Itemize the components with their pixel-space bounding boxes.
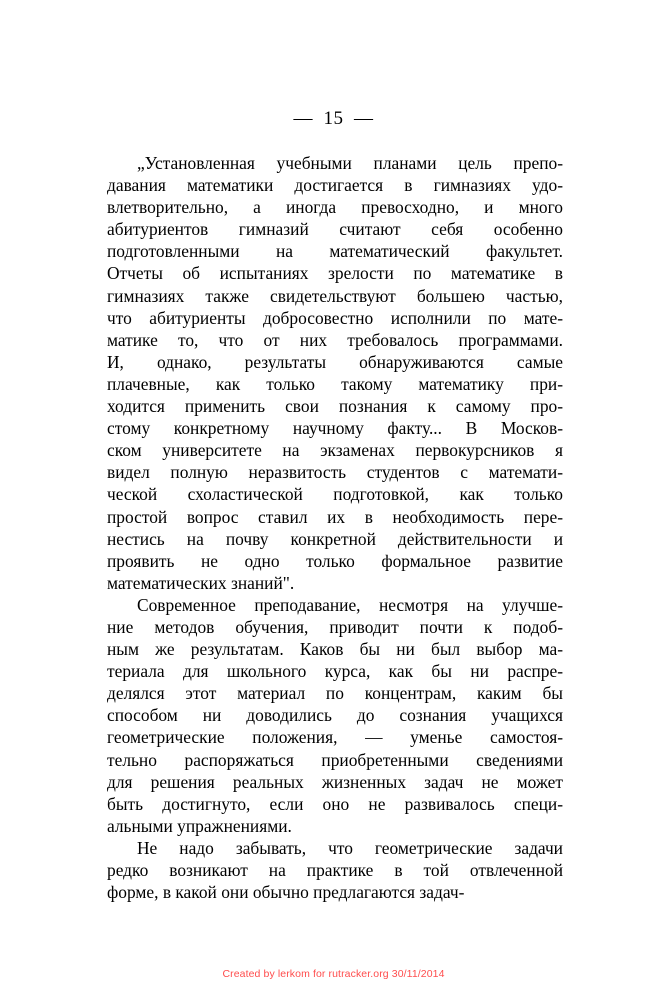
text-line: редко возникают на практике в той отвлеченной	[107, 860, 563, 880]
text-line: стому конкретному научному факту... В Москов-	[107, 418, 563, 439]
text-line: давания математики достигается в гимназиях удо-	[107, 175, 563, 196]
text-line: простой вопрос ставил их в необходимость пере-	[107, 506, 563, 527]
text-line: ным же результатам. Каков бы ни был выбор ма-	[107, 639, 563, 660]
text-line: Не надо забывать, что геометрические задачи	[137, 837, 563, 858]
text-line: проявить не одно только формальное развитие	[107, 550, 563, 571]
watermark-footer: Created by lerkom for rutracker.org 30/11/2014	[222, 968, 445, 980]
text-line: тельно распоряжаться приобретенными сведениями	[107, 749, 563, 770]
text-line: плачевные, как только такому математику при-	[107, 373, 563, 394]
text-line: „Установленная учебными планами цель препо-	[137, 153, 563, 173]
text-line: что абитуриенты добросовестно исполнили по мате-	[107, 307, 563, 328]
text-line: ходится применить свои познания к самому про-	[107, 396, 563, 417]
text-line: альными упражнениями.	[107, 815, 292, 836]
text-line: математических знаний".	[107, 572, 295, 593]
text-line: видел полную неразвитость студентов с математи-	[107, 462, 563, 483]
text-line: абитуриентов гимназий считают себя особенно	[107, 219, 563, 240]
text-line: нестись на почву конкретной действительности и	[107, 528, 563, 549]
text-line: для решения реальных жизненных задач не может	[107, 771, 563, 792]
paragraph	[107, 837, 563, 903]
text-line: матике то, что от них требовалось программами.	[107, 329, 563, 350]
text-line: влетворительно, а иногда превосходно, и много	[107, 197, 563, 218]
text-line: быть достигнуто, если оно не развивалось специ-	[107, 793, 563, 814]
text-line: геометрические положения, — уменье самостоя-	[107, 727, 563, 748]
paragraph	[107, 594, 563, 837]
paragraph	[107, 152, 563, 594]
text-line: форме, в какой они обычно предлагаются задач-	[107, 882, 465, 903]
text-line: способом ни доводились до сознания учащихся	[107, 705, 563, 726]
text-line: Отчеты об испытаниях зрелости по математике в	[107, 263, 563, 284]
text-line: гимназиях также свидетельствуют большею частью,	[107, 285, 563, 306]
text-line: Современное преподавание, несмотря на улучше-	[137, 594, 563, 615]
text-line: ческой схоластической подготовкой, как только	[107, 484, 563, 505]
text-block	[107, 152, 563, 903]
page-folio: — 15 —	[293, 108, 374, 129]
text-line: ние методов обучения, приводит почти к подоб-	[107, 616, 563, 637]
text-line: териала для школьного курса, как бы ни распре-	[107, 661, 563, 682]
text-line: делялся этот материал по концентрам, каким бы	[107, 683, 563, 704]
text-line: И, однако, результаты обнаруживаются самые	[107, 351, 563, 372]
text-line: ском университете на экзаменах первокурсников я	[107, 440, 563, 461]
text-line: подготовленными на математический факультет.	[107, 241, 563, 262]
